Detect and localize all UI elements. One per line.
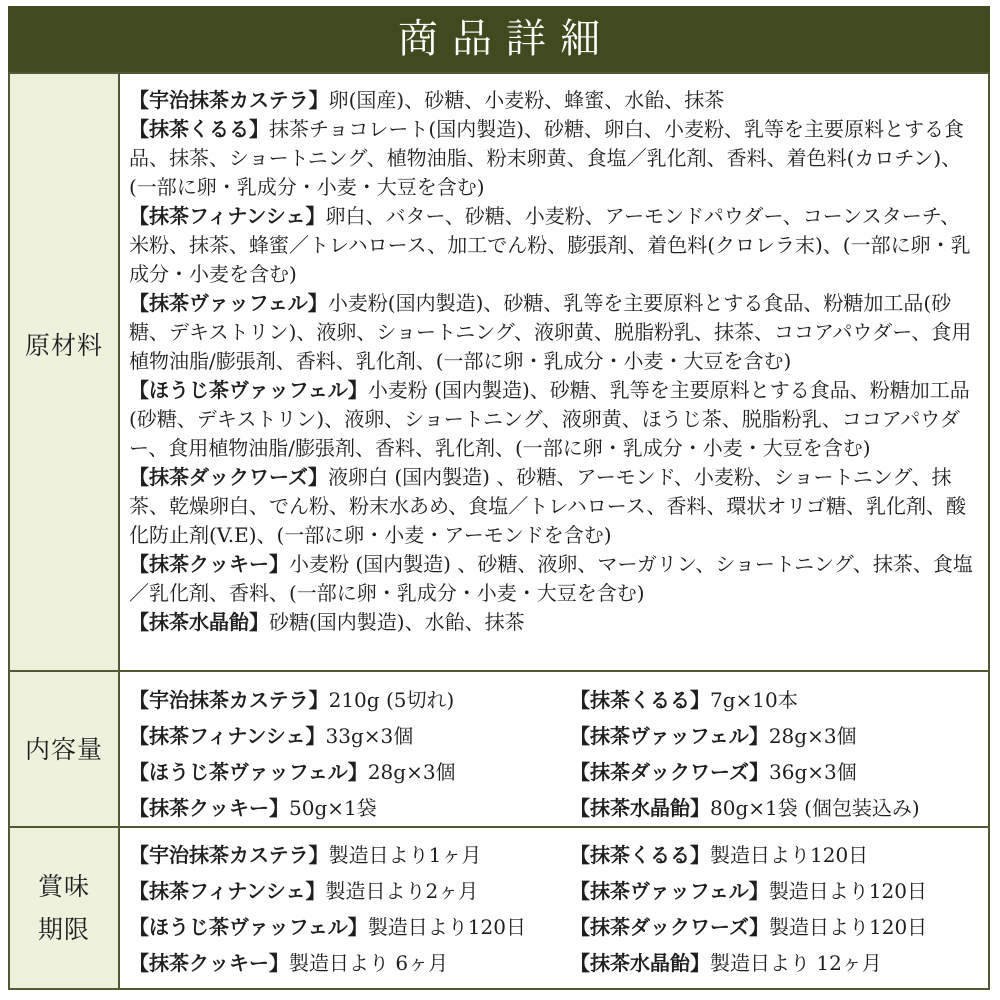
contents-grid xyxy=(120,672,988,826)
product-name: 【抹茶ヴァッフェル】 xyxy=(129,291,328,315)
ingredient-list: 小麦粉 (国内製造)、砂糖、乳等を主要原料とする食品、粉糖加工品(砂糖、デキストリン)、液卵、ショートニング、液卵黄、ほうじ茶、脱脂粉乳、ココアパウダー、食用植物油脂/膨張剤、香料、乳化剤、(一部に卵・乳成分・小麦・大豆を含む) xyxy=(129,378,970,460)
ingredient-list: 砂糖(国内製造)、水飴、抹茶 xyxy=(269,610,525,634)
details-header xyxy=(8,6,990,72)
product-name: 【抹茶くるる】 xyxy=(570,688,710,712)
product-name: 【抹茶くるる】 xyxy=(570,843,710,867)
ingredient-entry xyxy=(129,202,978,289)
shelf-life-item xyxy=(570,837,980,873)
content-item xyxy=(570,682,980,718)
ingredients-content xyxy=(120,74,988,670)
product-name: 【抹茶水晶飴】 xyxy=(570,951,710,975)
product-name: 【抹茶ヴァッフェル】 xyxy=(570,724,769,748)
shelf-life-item xyxy=(129,909,570,945)
product-name: 【ほうじ茶ヴァッフェル】 xyxy=(129,378,368,402)
shelf-life-grid xyxy=(120,828,988,981)
product-name: 【宇治抹茶カステラ】 xyxy=(129,843,329,867)
shelf-life-content xyxy=(120,828,988,988)
details-table xyxy=(8,72,990,990)
content-amount: 28g×3個 xyxy=(768,724,857,748)
contents-label-cell xyxy=(10,672,120,826)
product-name: 【抹茶フィナンシェ】 xyxy=(129,724,326,748)
content-item xyxy=(570,790,980,826)
content-amount: 50g×1袋 xyxy=(289,796,377,820)
product-name: 【抹茶フィナンシェ】 xyxy=(129,204,326,228)
product-name: 【抹茶クッキー】 xyxy=(129,951,289,975)
shelf-life-value: 製造日より 12ヶ月 xyxy=(710,951,882,975)
shelf-life-item xyxy=(129,873,570,909)
ingredient-list: 液卵白 (国内製造) 、砂糖、アーモンド、小麦粉、ショートニング、抹茶、乾燥卵白、でん粉、粉末水あめ、食塩／トレハロース、香料、環状オリゴ糖、乳化剤、酸化防止剤(V.E)、(一部に卵・小麦・アーモンドを含む) xyxy=(129,465,966,547)
product-name: 【宇治抹茶カステラ】 xyxy=(129,688,329,712)
product-name: 【抹茶ダックワーズ】 xyxy=(570,760,769,784)
shelf-life-value: 製造日より120日 xyxy=(367,915,526,939)
details-title: 商品詳細 xyxy=(398,16,614,62)
product-name: 【抹茶ダックワーズ】 xyxy=(129,465,328,489)
product-name: 【抹茶ヴァッフェル】 xyxy=(570,879,769,903)
product-name: 【ほうじ茶ヴァッフェル】 xyxy=(129,760,368,784)
shelf-life-label-cell xyxy=(10,828,120,988)
ingredient-list: 卵白、バター、砂糖、小麦粉、アーモンドパウダー、コーンスターチ、米粉、抹茶、蜂蜜／トレハロース、加工でん粉、膨張剤、着色料(クロレラ末)、(一部に卵・乳成分・小麦を含む) xyxy=(129,204,971,286)
content-amount: 28g×3個 xyxy=(367,760,456,784)
shelf-life-value: 製造日より2ヶ月 xyxy=(325,879,479,903)
contents-row xyxy=(10,670,988,826)
ingredient-list: 小麦粉 (国内製造) 、砂糖、液卵、マーガリン、ショートニング、抹茶、食塩／乳化剤、香料、(一部に卵・乳成分・小麦・大豆を含む) xyxy=(129,552,973,605)
content-amount: 80g×1袋 (個包装込み) xyxy=(710,796,920,820)
ingredients-row xyxy=(10,74,988,670)
content-item xyxy=(129,754,570,790)
content-item xyxy=(570,754,980,790)
shelf-life-label: 賞味 期限 xyxy=(37,872,90,944)
ingredient-entry xyxy=(129,608,978,637)
ingredient-entry xyxy=(129,289,978,376)
shelf-life-item xyxy=(129,945,570,981)
ingredient-list: 抹茶チョコレート(国内製造)、砂糖、卵白、小麦粉、乳等を主要原料とする食品、抹茶、ショートニング、植物油脂、粉末卵黄、食塩／乳化剤、香料、着色料(カロチン)、(一部に卵・乳成分・小麦・大豆を含む) xyxy=(129,117,965,199)
product-name: 【抹茶クッキー】 xyxy=(129,796,289,820)
ingredient-entry xyxy=(129,550,978,608)
product-name: 【抹茶水晶飴】 xyxy=(129,610,269,634)
shelf-life-value: 製造日より120日 xyxy=(710,843,869,867)
shelf-life-item xyxy=(570,945,980,981)
content-item xyxy=(129,718,570,754)
ingredients-label-cell xyxy=(10,74,120,670)
content-amount: 36g×3個 xyxy=(769,760,857,784)
shelf-life-value: 製造日より120日 xyxy=(769,915,928,939)
shelf-life-value: 製造日より120日 xyxy=(768,879,927,903)
product-name: 【抹茶水晶飴】 xyxy=(570,796,710,820)
ingredient-list: 小麦粉(国内製造)、砂糖、乳等を主要原料とする食品、粉糖加工品(砂糖、デキストリン)、液卵、ショートニング、液卵黄、脱脂粉乳、抹茶、ココアパウダー、食用植物油脂/膨張剤、香料、乳化剤、(一部に卵・乳成分・小麦・大豆を含む) xyxy=(129,291,972,373)
shelf-life-item xyxy=(129,837,570,873)
shelf-life-row xyxy=(10,826,988,988)
product-name: 【宇治抹茶カステラ】 xyxy=(129,88,329,112)
ingredient-entry xyxy=(129,463,978,550)
ingredient-entry xyxy=(129,86,978,115)
ingredient-entry xyxy=(129,376,978,463)
content-item xyxy=(129,790,570,826)
product-name: 【抹茶ダックワーズ】 xyxy=(570,915,769,939)
product-name: 【ほうじ茶ヴァッフェル】 xyxy=(129,915,368,939)
contents-label: 内容量 xyxy=(24,734,103,764)
contents-content xyxy=(120,672,988,826)
content-amount: 210g (5切れ) xyxy=(328,688,455,712)
ingredient-list: 卵(国産)、砂糖、小麦粉、蜂蜜、水飴、抹茶 xyxy=(328,88,725,112)
shelf-life-item xyxy=(570,909,980,945)
ingredients-label: 原材料 xyxy=(24,330,103,360)
shelf-life-item xyxy=(570,873,980,909)
product-name: 【抹茶フィナンシェ】 xyxy=(129,879,326,903)
product-name: 【抹茶クッキー】 xyxy=(129,552,289,576)
content-amount: 33g×3個 xyxy=(325,724,414,748)
ingredient-entry xyxy=(129,115,978,202)
product-name: 【抹茶くるる】 xyxy=(129,117,269,141)
shelf-life-value: 製造日より1ヶ月 xyxy=(328,843,482,867)
content-item xyxy=(129,682,570,718)
content-item xyxy=(570,718,980,754)
shelf-life-value: 製造日より 6ヶ月 xyxy=(289,951,449,975)
content-amount: 7g×10本 xyxy=(710,688,798,712)
